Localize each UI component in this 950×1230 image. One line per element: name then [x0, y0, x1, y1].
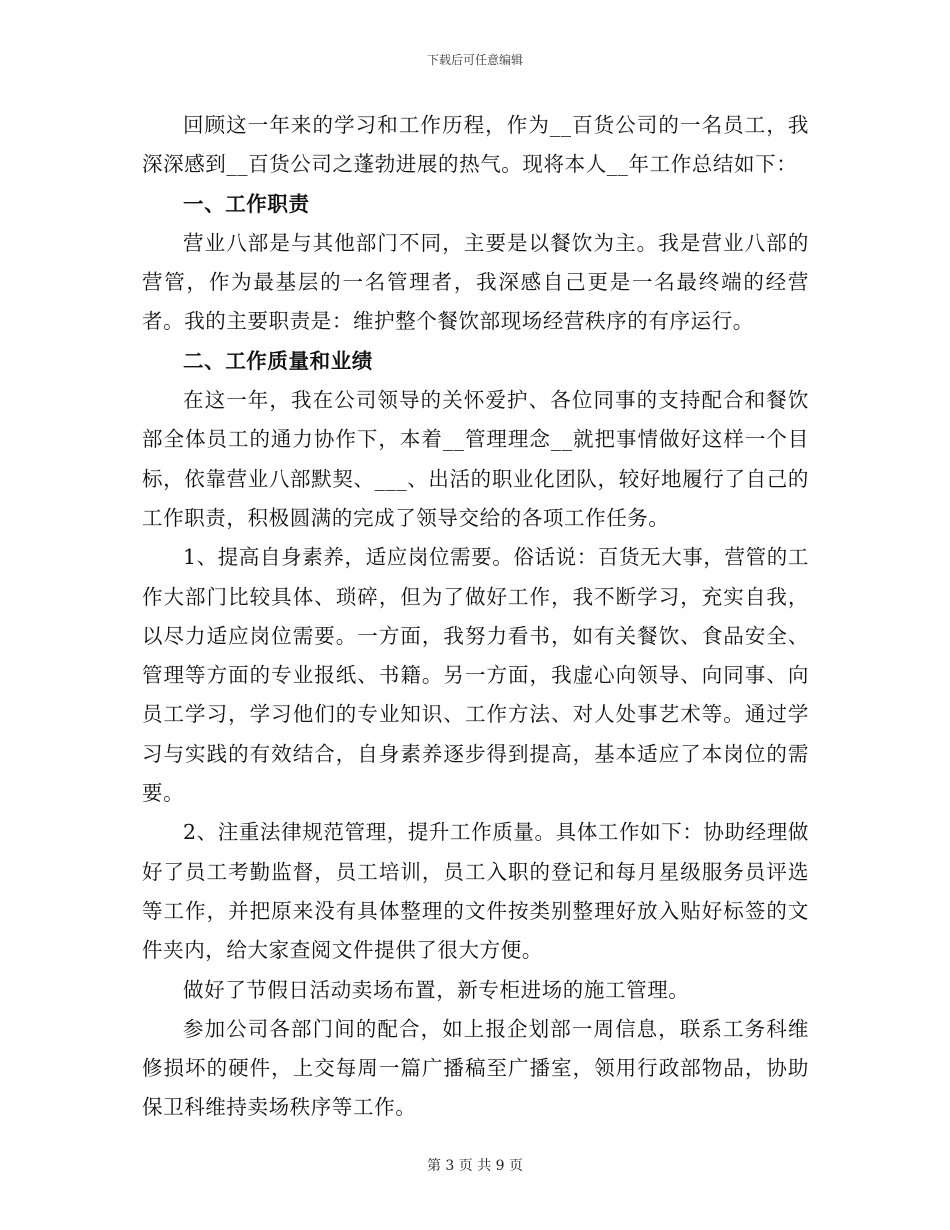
duties-paragraph: 营业八部是与其他部门不同，主要是以餐饮为主。我是营业八部的营管，作为最基层的一名管理者，我深感自己更是一名最终端的经营者。我的主要职责是：维护整个餐饮部现场经营秩序的有序运行。: [142, 230, 809, 334]
item-1-paragraph: 1、提高自身素养，适应岗位需要。俗话说：百货无大事，营管的工作大部门比较具体、琐碎，但为了做好工作，我不断学习，充实自我，以尽力适应岗位需要。一方面，我努力看书，如有关餐饮、食品安全、管理等方面的专业报纸、书籍。另一方面，我虚心向领导、向同事、向员工学习，学习他们的专业知识、工作方法、对人处事艺术等。通过学习与实践的有效结合，自身素养逐步得到提高，基本适应了本岗位的需要。: [142, 545, 809, 806]
cooperation-paragraph: 参加公司各部门间的配合，如上报企划部一周信息，联系工务科维修损坏的硬件，上交每周一篇广播稿至广播室，领用行政部物品，协助保卫科维持卖场秩序等工作。: [142, 1016, 809, 1120]
page-header: 下载后可任意编辑: [426, 53, 523, 67]
intro-paragraph: 回顾这一年来的学习和工作历程，作为__百货公司的一名员工，我深深感到__百货公司之蓬勃进展的热气。现将本人__年工作总结如下：: [142, 113, 809, 177]
section-heading-duties: 一、工作职责: [183, 191, 310, 216]
item-2-paragraph: 2、注重法律规范管理，提升工作质量。具体工作如下：协助经理做好了员工考勤监督，员工培训，员工入职的登记和每月星级服务员评选等工作，并把原来没有具体整理的文件按类别整理好放入贴好标签的文件夹内，给大家查阅文件提供了很大方便。: [142, 820, 809, 963]
quality-paragraph: 在这一年，我在公司领导的关怀爱护、各位同事的支持配合和餐饮部全体员工的通力协作下，本着__管理理念__就把事情做好这样一个目标，依靠营业八部默契、___、出活的职业化团队，较好地履行了自己的工作职责，积极圆满的完成了领导交给的各项工作任务。: [142, 388, 809, 530]
holiday-paragraph: 做好了节假日活动卖场布置，新专柜进场的施工管理。: [183, 977, 690, 1002]
section-heading-quality: 二、工作质量和业绩: [183, 348, 373, 373]
document-body: [142, 106, 809, 1128]
page-footer: 第 3 页 共 9 页: [426, 1158, 524, 1174]
